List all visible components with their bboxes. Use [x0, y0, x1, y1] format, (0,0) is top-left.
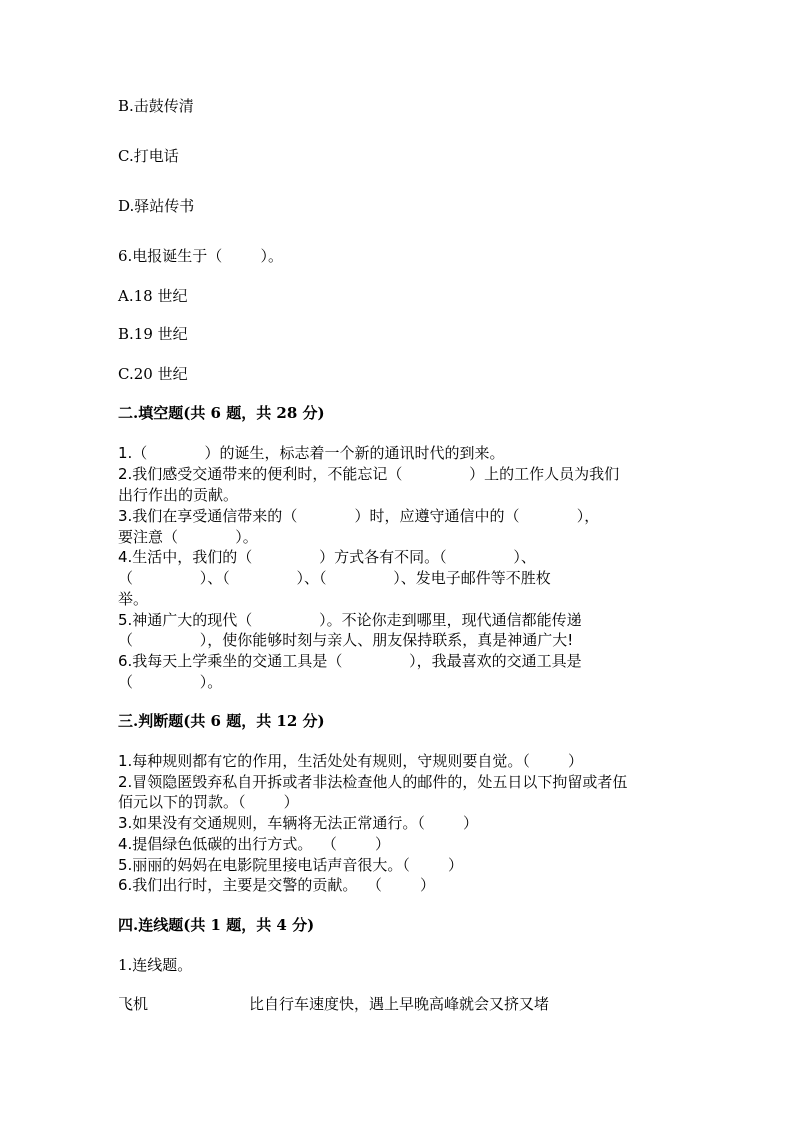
q5-option-d: D.驿站传书 [118, 197, 195, 215]
q6-option-b: B.19 世纪 [118, 325, 188, 343]
section2-line-3: 出行作出的贡献。 [118, 486, 239, 504]
q6-stem: 6.电报诞生于（ ）。 [118, 247, 283, 265]
section4-heading: 四.连线题(共 1 题，共 4 分) [118, 916, 315, 934]
section3-heading: 三.判断题(共 6 题，共 12 分) [118, 712, 325, 730]
section3-line-1: 1.每种规则都有它的作用，生活处处有规则，守规则要自觉。（ ） [118, 752, 583, 770]
section2-line-7: （ ）、（ ）、（ ）、发电子邮件等不胜枚 [118, 569, 551, 587]
match-left-item: 飞机 [118, 995, 149, 1013]
section2-line-6: 4.生活中，我们的（ ）方式各有不同。（ ）、 [118, 548, 536, 566]
q5-option-b: B.击鼓传清 [118, 97, 194, 115]
q5-option-c: C.打电话 [118, 147, 179, 165]
section3-line-5: 4.提倡绿色低碳的出行方式。 （ ） [118, 835, 390, 853]
section3-line-6: 5.丽丽的妈妈在电影院里接电话声音很大。（ ） [118, 856, 463, 874]
section2-line-11: 6.我每天上学乘坐的交通工具是（ ），我最喜欢的交通工具是 [118, 652, 582, 670]
section2-line-12: （ ）。 [118, 673, 223, 691]
section3-line-2: 2.冒领隐匿毁弃私自开拆或者非法检查他人的邮件的，处五日以下拘留或者伍 [118, 773, 628, 791]
section2-line-9: 5.神通广大的现代（ ）。不论你走到哪里，现代通信都能传递 [118, 611, 582, 629]
q6-option-a: A.18 世纪 [118, 287, 188, 305]
q6-option-c: C.20 世纪 [118, 365, 188, 383]
section2-line-5: 要注意（ ）。 [118, 528, 258, 546]
match-right-item: 比自行车速度快，遇上早晚高峰就会又挤又堵 [249, 995, 550, 1013]
section3-line-4: 3.如果没有交通规则，车辆将无法正常通行。（ ） [118, 814, 478, 832]
section3-line-3: 佰元以下的罚款。（ ） [118, 793, 299, 811]
section2-line-2: 2.我们感受交通带来的便利时，不能忘记（ ）上的工作人员为我们 [118, 465, 620, 483]
section2-line-4: 3.我们在享受通信带来的（ ）时，应遵守通信中的（ ）， [118, 507, 600, 525]
section2-heading: 二.填空题(共 6 题，共 28 分) [118, 404, 325, 422]
section2-line-8: 举。 [118, 590, 149, 608]
section2-line-10: （ ），使你能够时刻与亲人、朋友保持联系，真是神通广大! [118, 631, 574, 649]
section3-line-7: 6.我们出行时，主要是交警的贡献。 （ ） [118, 876, 435, 894]
section2-line-1: 1.（ ）的诞生，标志着一个新的通讯时代的到来。 [118, 444, 505, 462]
section4-question-stem: 1.连线题。 [118, 956, 193, 974]
